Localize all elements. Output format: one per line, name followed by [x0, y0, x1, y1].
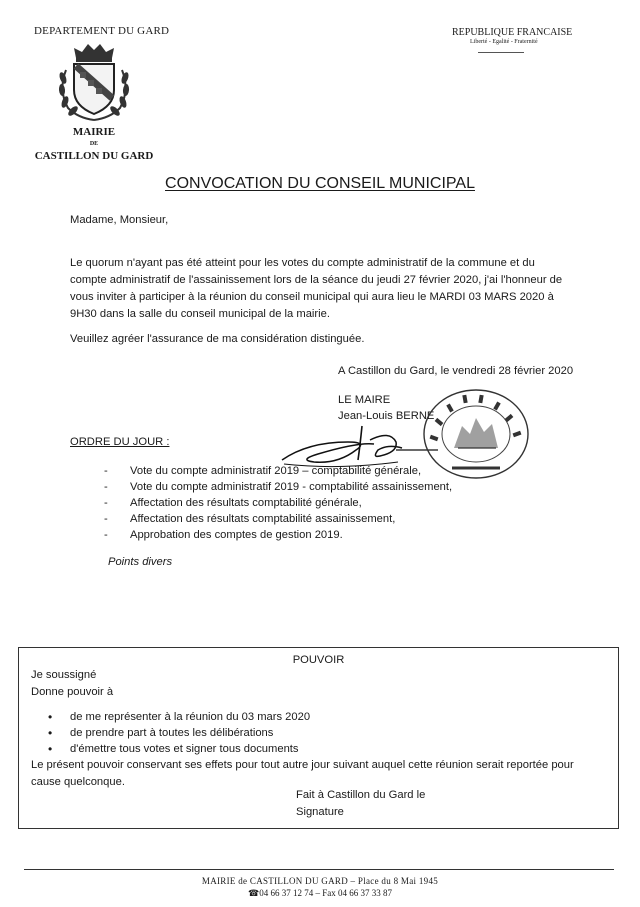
republic-label: REPUBLIQUE FRANCAISE — [452, 27, 573, 38]
place-date: A Castillon du Gard, le vendredi 28 février 2020 — [338, 365, 574, 377]
header-divider — [478, 52, 524, 53]
signatory-name: Jean-Louis BERNE — [338, 410, 435, 422]
footer-divider — [24, 869, 614, 870]
salutation: Madame, Monsieur, — [70, 214, 169, 226]
pouvoir-signature-label: Signature — [296, 806, 344, 818]
closing-line: Veuillez agréer l'assurance de ma considération distinguée. — [70, 333, 365, 345]
pouvoir-item: • d'émettre tous votes et signer tous documents — [48, 741, 310, 757]
signatory-title: LE MAIRE — [338, 394, 391, 406]
pouvoir-undersigned: Je soussigné — [31, 669, 97, 681]
mairie-label: MAIRIE — [72, 126, 116, 138]
agenda-list — [104, 463, 452, 543]
agenda-item: - Affectation des résultats comptabilité générale, — [104, 495, 452, 511]
commune-label: CASTILLON DU GARD — [34, 150, 154, 162]
pouvoir-item: • de me représenter à la réunion du 03 mars 2020 — [48, 709, 310, 725]
points-divers: Points divers — [108, 556, 173, 568]
department-label: DEPARTEMENT DU GARD — [34, 25, 170, 37]
pouvoir-title: POUVOIR — [292, 654, 345, 666]
pouvoir-fait-a: Fait à Castillon du Gard le — [296, 789, 426, 801]
agenda-item: - Vote du compte administratif 2019 - comptabilité assainissement, — [104, 479, 452, 495]
pouvoir-item: • de prendre part à toutes les délibérations — [48, 725, 310, 741]
agenda-heading: ORDRE DU JOUR : — [70, 436, 170, 448]
document-title: CONVOCATION DU CONSEIL MUNICIPAL — [165, 175, 475, 192]
pouvoir-validity-text: Le présent pouvoir conservant ses effets pour tout autre jour suivant auquel cette réunion serait reportée pour cause quelconque. — [31, 759, 574, 788]
motto-label: Liberté - Egalité - Fraternité — [470, 39, 538, 45]
agenda-item: - Approbation des comptes de gestion 2019. — [104, 527, 452, 543]
coat-of-arms-icon — [54, 40, 134, 122]
footer-address: MAIRIE de CASTILLON DU GARD – Place du 8 Mai 1945 — [201, 876, 439, 886]
mairie-de-label: DE — [89, 141, 99, 147]
agenda-item: - Affectation des résultats comptabilité assainissement, — [104, 511, 452, 527]
body-paragraph: Le quorum n'ayant pas été atteint pour les votes du compte administratif de la commune et du compte administratif de l'assainissement lors de la séance du jeudi 27 février 2020, j'ai l'honneur de vous inviter à participer à la réunion du conseil municipal qui aura lieu le MARDI 03 MARS 2020 à 9H30 dans la salle du conseil municipal de la mairie. — [70, 257, 563, 320]
agenda-item: - Vote du compte administratif 2019 – comptabilité générale, — [104, 463, 452, 479]
pouvoir-proxy: Donne pouvoir à — [31, 686, 114, 698]
footer-phone: ☎04 66 37 12 74 – Fax 04 66 37 33 87 — [248, 888, 392, 898]
pouvoir-list — [48, 709, 310, 757]
